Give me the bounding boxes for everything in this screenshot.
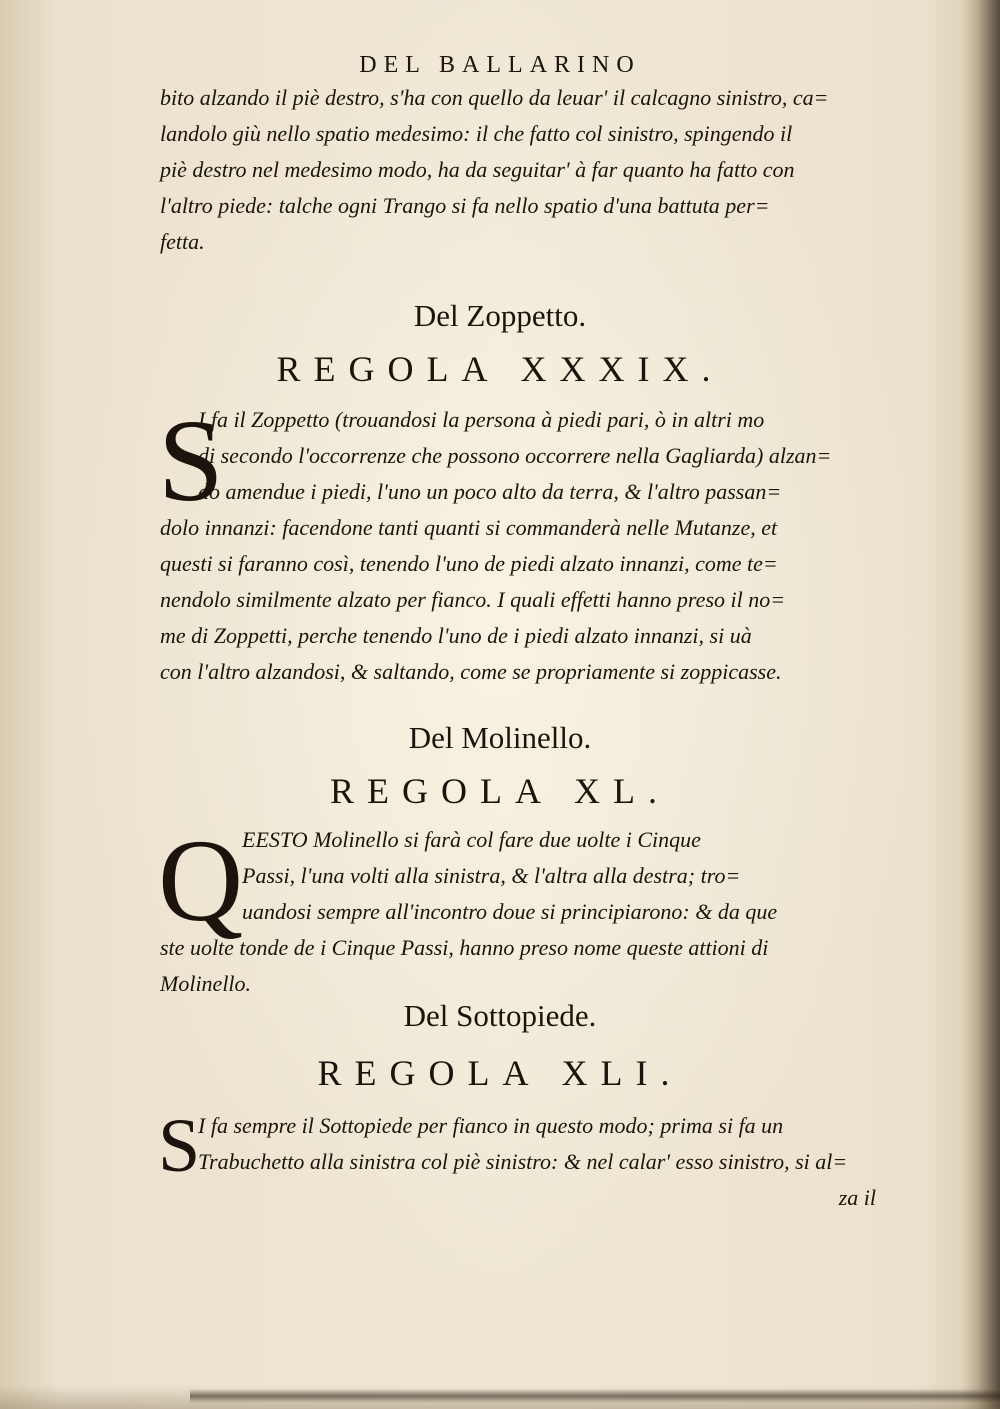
text-line: ste uolte tonde de i Cinque Passi, hanno preso nome queste attioni di bbox=[160, 935, 769, 960]
paragraph-zoppetto-head bbox=[198, 402, 918, 474]
text-line: Passi, l'una volti alla sinistra, & l'altra alla destra; tro= bbox=[242, 863, 741, 888]
text-line: uandosi sempre all'incontro doue si principiarono: & da que bbox=[242, 899, 778, 924]
catchword: za il bbox=[838, 1185, 876, 1210]
paragraph-molinello-head bbox=[242, 822, 922, 930]
text-line: dolo innanzi: facendone tanti quanti si commanderà nelle Mutanze, et bbox=[160, 515, 778, 540]
text-line: con l'altro alzandosi, & saltando, come se propriamente si zoppicasse. bbox=[160, 659, 782, 684]
text-line: do amendue i piedi, l'uno un poco alto da terra, & l'altro passan= bbox=[198, 479, 782, 504]
section-heading: Del Sottopiede. bbox=[403, 998, 597, 1033]
text-line: fetta. bbox=[160, 229, 205, 254]
text-line: nendolo similmente alzato per fianco. I quali effetti hanno preso il no= bbox=[160, 587, 786, 612]
section-heading: Del Molinello. bbox=[408, 720, 592, 755]
drop-capital: S bbox=[158, 395, 224, 526]
text-line: EESTO Molinello si farà col fare due uolte i Cinque bbox=[242, 827, 701, 852]
text-line: landolo giù nello spatio medesimo: il che fatto col sinistro, spingendo il bbox=[160, 121, 793, 146]
opening-paragraph bbox=[160, 80, 920, 260]
page-bottom-edge bbox=[190, 1389, 1000, 1403]
paragraph-sottopiede-head bbox=[198, 1108, 918, 1180]
text-line: di secondo l'occorrenze che possono occorrere nella Gagliarda) alzan= bbox=[198, 443, 832, 468]
text-line: Trabuchetto alla sinistra col piè sinistro: & nel calar' esso sinistro, si al= bbox=[198, 1149, 848, 1174]
page-gutter-shadow bbox=[962, 0, 1000, 1409]
text-line: me di Zoppetti, perche tenendo l'uno de i piedi alzato innanzi, si uà bbox=[160, 623, 752, 648]
rule-title: REGOLA XL. bbox=[330, 771, 670, 811]
text-line: Molinello. bbox=[160, 971, 252, 996]
text-line: I fa il Zoppetto (trouandosi la persona à piedi pari, ò in altri mo bbox=[198, 407, 765, 432]
rule-title: REGOLA XXXIX. bbox=[276, 349, 724, 389]
text-line: piè destro nel medesimo modo, ha da seguitar' à far quanto ha fatto con bbox=[160, 157, 795, 182]
section-heading: Del Zoppetto. bbox=[413, 298, 587, 333]
text-line: questi si faranno così, tenendo l'uno de piedi alzato innanzi, come te= bbox=[160, 551, 778, 576]
text-line: I fa sempre il Sottopiede per fianco in questo modo; prima si fa un bbox=[198, 1113, 784, 1138]
paragraph-zoppetto-body bbox=[160, 474, 920, 690]
paragraph-molinello-body bbox=[160, 930, 920, 1002]
drop-capital: Q bbox=[158, 815, 244, 946]
drop-capital: S bbox=[158, 1104, 201, 1188]
running-head: DEL BALLARINO bbox=[359, 52, 641, 78]
text-line: bito alzando il piè destro, s'ha con quello da leuar' il calcagno sinistro, ca= bbox=[160, 85, 829, 110]
rule-title: REGOLA XLI. bbox=[317, 1053, 683, 1093]
text-line: l'altro piede: talche ogni Trango si fa nello spatio d'una battuta per= bbox=[160, 193, 770, 218]
catchword-block bbox=[160, 1180, 920, 1216]
